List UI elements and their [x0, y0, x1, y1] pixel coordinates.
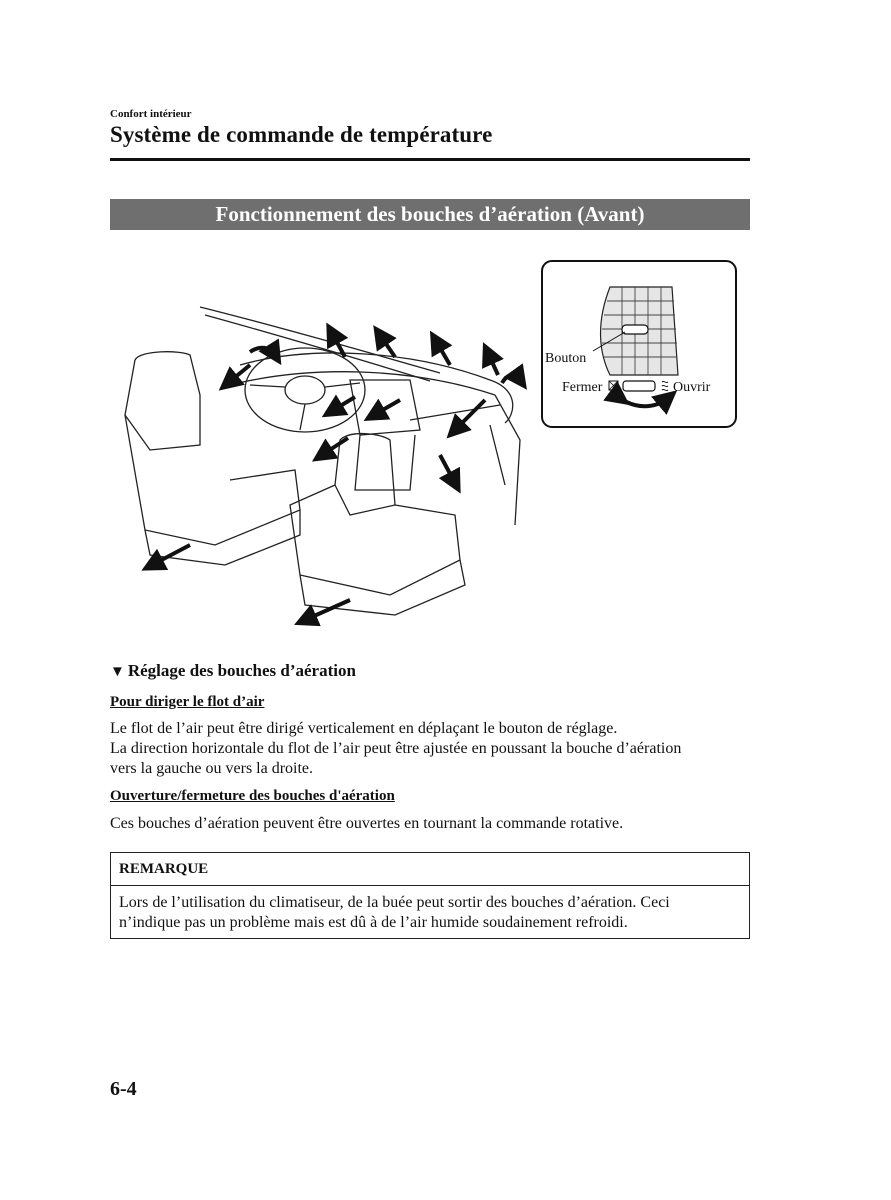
dashboard-drawing [125, 307, 520, 615]
close-label: Fermer [562, 380, 603, 395]
open-close-heading: Ouverture/fermeture des bouches d'aération [110, 788, 395, 804]
note-body [111, 886, 749, 933]
direct-airflow-heading: Pour diriger le flot d’air [110, 694, 265, 710]
page-title: Système de commande de température [110, 122, 493, 147]
direct-airflow-text [110, 719, 750, 779]
text-line: Le flot de l’air peut être dirigé verticalement en déplaçant le bouton de réglage. [110, 720, 618, 737]
open-label: Ouvrir [673, 380, 711, 395]
note-title: REMARQUE [111, 853, 749, 886]
note-box [110, 852, 750, 939]
title-divider [110, 158, 750, 161]
text-line: La direction horizontale du flot de l’air peut être ajustée en poussant la bouche d’aération [110, 740, 682, 757]
section-label: Confort intérieur [110, 108, 192, 120]
text-line: vers la gauche ou vers la droite. [110, 760, 314, 777]
subsection-title [110, 661, 356, 681]
page-number: 6-4 [110, 1078, 137, 1100]
vents-illustration [110, 255, 750, 640]
triangle-marker-icon: ▼ [110, 664, 125, 680]
note-line: n’indique pas un problème mais est dû à de l’air humide soudainement refroidi. [119, 914, 628, 931]
open-close-text: Ces bouches d’aération peuvent être ouvertes en tournant la commande rotative. [110, 815, 624, 832]
vent-button-label: Bouton [545, 351, 587, 366]
section-banner: Fonctionnement des bouches d’aération (Avant) [110, 199, 750, 230]
vent-grille [601, 287, 678, 375]
rotary-dial [623, 381, 655, 391]
subsection-title-text: Réglage des bouches d’aération [127, 661, 356, 680]
note-line: Lors de l’utilisation du climatiseur, de la buée peut sortir des bouches d’aération. Ceci [119, 894, 670, 911]
